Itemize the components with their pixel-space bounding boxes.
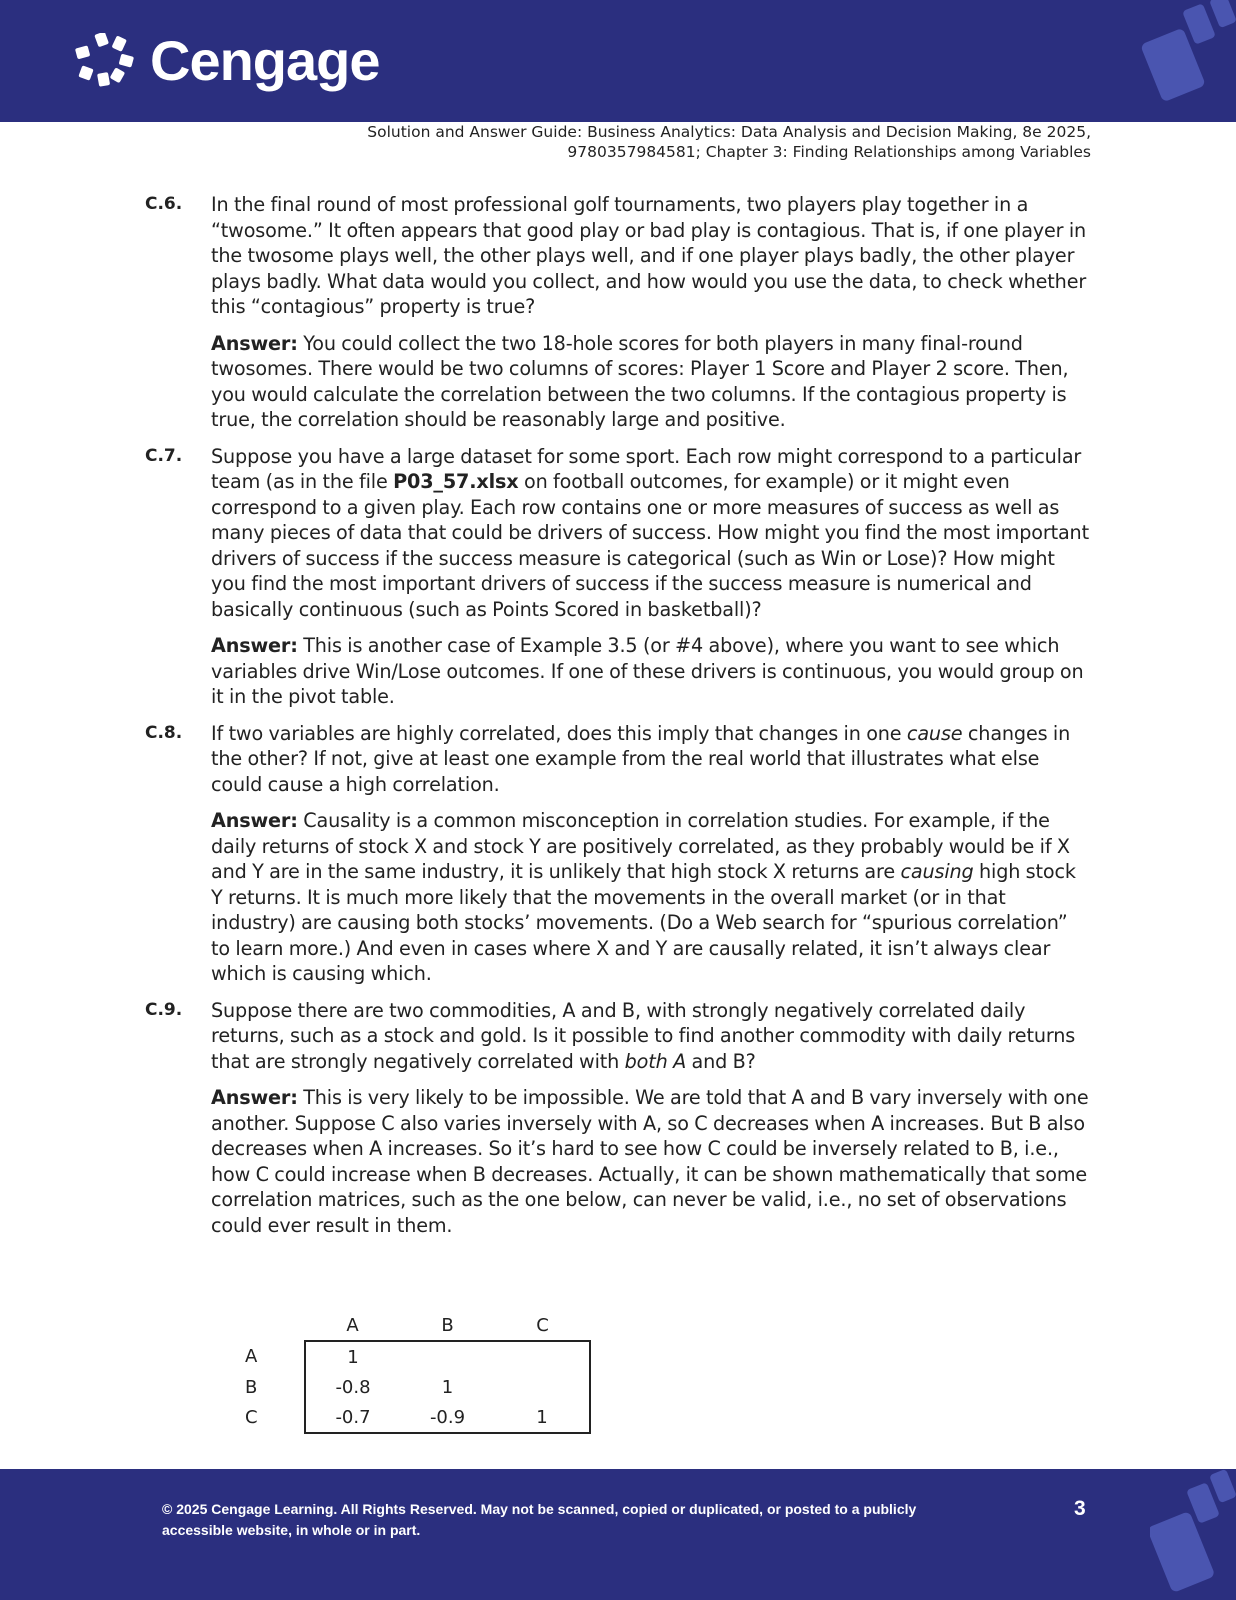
question-text	[211, 444, 1090, 623]
answer-c9	[145, 1085, 1090, 1238]
col-header: A	[346, 1314, 359, 1336]
question-c6	[145, 192, 1090, 320]
answer-text	[211, 633, 1090, 710]
matrix-cell	[495, 1341, 590, 1372]
emphasis: both A	[624, 1049, 687, 1073]
question-text: In the final round of most professional golf tournaments, two players play together in a “twosome.” It often appears that good play or bad play is contagious. That is, if one player in the twosome plays well, the other plays well, and if one player plays badly, the other player plays badly. What data would you collect, and how would you use the data, to check whether this “contagious” property is true?	[211, 193, 1087, 318]
cengage-mark-icon	[74, 33, 136, 89]
copyright-line-2: accessible website, in whole or in part.	[162, 1522, 421, 1538]
answer-c6	[145, 331, 1090, 433]
answer-c7	[145, 633, 1090, 710]
answer-body-part: high stock Y returns. It is much more likely that the movements in the overall market (or in that industry) are causing both stocks’ movements. (Do a Web search for “spurious correlation” to learn more.) And even in cases where X and Y are causally related, it isn’t always clear which is causing which.	[211, 860, 1076, 985]
question-number: C.6.	[145, 194, 183, 214]
question-text-part: If two variables are highly correlated, does this imply that changes in one	[211, 721, 907, 745]
matrix-cell	[400, 1341, 495, 1372]
answer-body: This is another case of Example 3.5 (or #4 above), where you want to see which variables drive Win/Lose outcomes. If one of these drivers is continuous, you would group on it in the pivot table.	[211, 634, 1084, 708]
footer-decoration-icon	[1150, 1469, 1236, 1600]
question-text	[211, 998, 1090, 1075]
col-header: B	[441, 1314, 454, 1336]
matrix-cell: 1	[305, 1341, 400, 1372]
matrix-cell: 1	[495, 1402, 590, 1433]
copyright-notice	[162, 1499, 922, 1541]
row-header: A	[245, 1346, 258, 1367]
question-number: C.9.	[145, 999, 183, 1020]
page-number: 3	[1074, 1497, 1086, 1520]
answer-text	[211, 808, 1090, 987]
answer-label: Answer:	[211, 634, 298, 657]
question-text-part: changes in the other? If not, give at least one example from the real world that illustrates what else could cause a high correlation.	[211, 721, 1071, 796]
matrix-cell: 1	[441, 1376, 454, 1398]
question-number: C.8.	[145, 722, 183, 743]
answer-body: This is very likely to be impossible. We are told that A and B vary inversely with one another. Suppose C also varies inversely with A, so C decreases when A increases. But B also decreases when A increases. So it’s hard to see how C could be inversely related to B, i.e., how C could increase when B decreases. Actually, it can be shown mathematically that some correlation matrices, such as the one below, can never be valid, i.e., no set of observations could ever result in them.	[211, 1086, 1089, 1237]
question-text-part: Suppose you have a large dataset for some sport. Each row might correspond to a particular team (as in the file	[211, 444, 1082, 493]
cengage-logo	[74, 29, 380, 92]
col-header: C	[536, 1314, 549, 1336]
emphasis: cause	[906, 721, 963, 745]
row-header: C	[245, 1407, 258, 1428]
page-footer	[0, 1469, 1236, 1600]
matrix-row	[235, 1402, 590, 1433]
answer-label: Answer:	[211, 331, 298, 355]
question-number: C.7.	[145, 445, 183, 466]
matrix-cell	[495, 1372, 590, 1402]
correlation-table	[235, 1310, 591, 1434]
matrix-cell: -0.7	[305, 1402, 400, 1433]
answer-body-part: Causality is a common misconception in correlation studies. For example, if the daily returns of stock X and stock Y are positively correlated, as they probably would be if X and Y are in the same industry, it is unlikely that high stock X returns are	[211, 809, 1070, 883]
matrix-header-row	[235, 1310, 590, 1341]
question-text-part: on football outcomes, for example) or it might even correspond to a given play. Each row contains one or more measures of success as well as many pieces of data that could be drivers of success. How might you find the most important drivers of success if the success measure is categorical (such as Win or Lose)? How might you find the most important drivers of success if the success measure is numerical and basically continuous (such as Points Scored in basketball)?	[211, 470, 1089, 621]
answer-label: Answer:	[211, 1086, 298, 1109]
copyright-line-1: © 2025 Cengage Learning. All Rights Reserved. May not be scanned, copied or duplicated, or posted to a publicly	[162, 1501, 917, 1517]
file-name: P03_57.xlsx	[393, 470, 519, 493]
running-head-line-2: 9780357984581; Chapter 3: Finding Relationships among Variables	[567, 143, 1091, 161]
correlation-matrix	[235, 1310, 591, 1434]
question-text	[211, 721, 1090, 798]
answer-c8	[145, 808, 1090, 987]
row-header: B	[245, 1376, 258, 1398]
answer-text	[211, 331, 1090, 433]
emphasis: causing	[900, 860, 974, 883]
answer-label: Answer:	[211, 809, 298, 832]
main-content	[145, 192, 1090, 1249]
answer-text	[211, 1085, 1090, 1238]
question-c7	[145, 444, 1090, 623]
question-text-part: Suppose there are two commodities, A and B, with strongly negatively correlated daily returns, such as a stock and gold. Is it possible to find another commodity with daily returns that are strongly negatively correlated with	[211, 998, 1076, 1073]
header-decoration-icon	[1140, 0, 1236, 122]
matrix-cell: -0.8	[305, 1372, 400, 1402]
matrix-cell: -0.9	[400, 1402, 495, 1433]
question-c8	[145, 721, 1090, 798]
brand-name: Cengage	[150, 29, 380, 92]
answer-body: You could collect the two 18-hole scores for both players in many final-round twosomes. There would be two columns of scores: Player 1 Score and Player 2 score. Then, you would calculate the correlation between the two columns. If the contagious property is true, the correlation should be reasonably large and positive.	[211, 331, 1069, 431]
question-text-part: and B?	[686, 1049, 756, 1073]
running-head-line-1: Solution and Answer Guide: Business Analytics: Data Analysis and Decision Making, 8e 2025,	[367, 123, 1091, 141]
matrix-row	[235, 1372, 590, 1402]
question-c9	[145, 998, 1090, 1075]
running-head	[191, 122, 1091, 162]
page-header	[0, 0, 1236, 122]
matrix-row	[235, 1341, 590, 1372]
